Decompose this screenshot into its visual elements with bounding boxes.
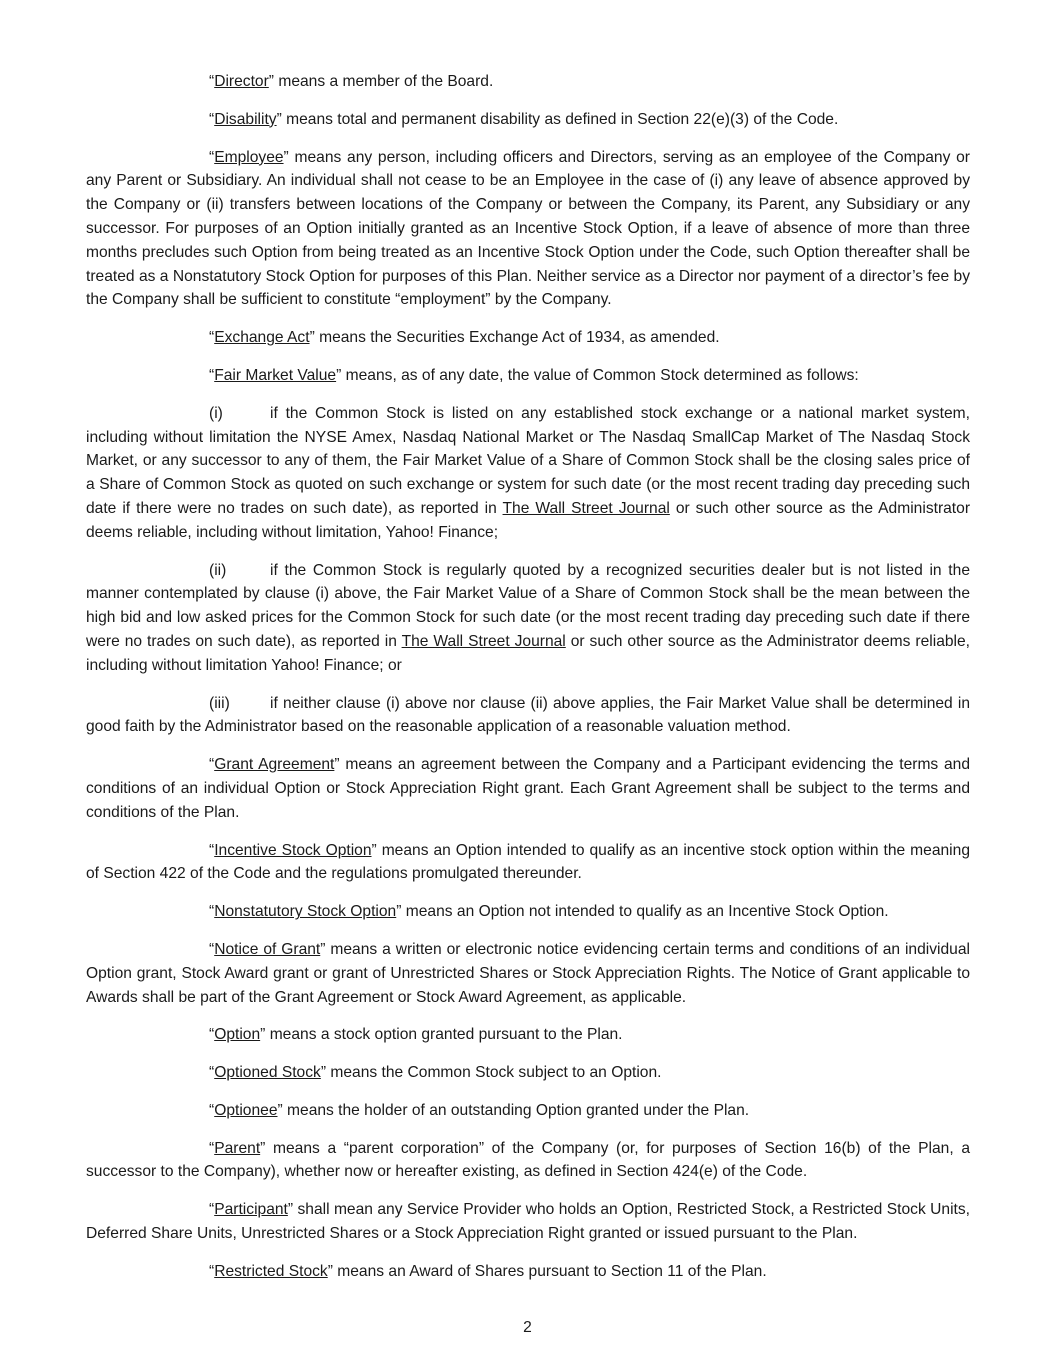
page-number: 2 xyxy=(523,1319,532,1336)
clause-number: (ii) xyxy=(209,561,227,579)
definition-restricted-stock: “Restricted Stock” means an Award of Shares pursuant to Section 11 of the Plan. xyxy=(209,1262,767,1280)
definition-nonstatutory-stock-option: “Nonstatutory Stock Option” means an Option not intended to qualify as an Incentive Stock Option. xyxy=(209,903,889,921)
clause-number: (i) xyxy=(209,404,223,422)
defined-term: Incentive Stock Option xyxy=(214,841,372,859)
definition-parent: “Parent” means a “parent corporation” of the Company (or, for purposes of Section 16(b) of the Plan, a successor to the Company), whether now or hereafter existing, as defined in Section 424(e) of the Code. xyxy=(86,1139,970,1181)
defined-term: Optionee xyxy=(214,1101,278,1119)
defined-term: Parent xyxy=(214,1139,261,1157)
definition-participant: “Participant” shall mean any Service Provider who holds an Option, Restricted Stock, a Restricted Stock Units, Deferred Share Units, Unrestricted Shares or a Stock Appreciation Right granted or issued pursuant to the Plan. xyxy=(86,1201,970,1243)
defined-term: Fair Market Value xyxy=(214,366,337,384)
defined-term: Nonstatutory Stock Option xyxy=(214,903,397,921)
defined-term: Restricted Stock xyxy=(214,1262,328,1280)
definition-grant-agreement: “Grant Agreement” means an agreement between the Company and a Participant evidencing the terms and conditions of an individual Option or Stock Appreciation Right grant. Each Grant Agreement shall be subject to the terms and conditions of the Plan. xyxy=(86,756,970,821)
defined-term: Grant Agreement xyxy=(214,756,335,774)
defined-term: Employee xyxy=(214,148,284,166)
definition-disability: “Disability” means total and permanent disability as defined in Section 22(e)(3) of the Code. xyxy=(209,110,839,128)
fmv-clause-iii: (iii) if neither clause (i) above nor clause (ii) above applies, the Fair Market Value shall be determined in good faith by the Administrator based on the reasonable application of a reasonable valuation method. xyxy=(86,692,970,740)
definition-exchange-act: “Exchange Act” means the Securities Exchange Act of 1934, as amended. xyxy=(209,329,720,347)
definition-employee: “Employee” means any person, including officers and Directors, serving as an employee of the Company or any Parent or Subsidiary. An individual shall not cease to be an Employee in the case of (i) any leave of absence approved by the Company or (ii) transfers between locations of the Company or between the Company, its Parent, any Subsidiary or any successor. For purposes of an Option initially granted as an Incentive Stock Option, if a leave of absence of more than three months precludes such Option from being treated as an Incentive Stock Option under the Code, such Option thereafter shall be treated as a Nonstatutory Stock Option for purposes of this Plan. Neither service as a Director nor payment of a director’s fee by the Company shall be sufficient to constitute “employment” by the Company. xyxy=(86,148,970,309)
defined-term: Notice of Grant xyxy=(214,940,321,958)
defined-term: Exchange Act xyxy=(214,329,310,347)
defined-term: Optioned Stock xyxy=(214,1064,321,1082)
fmv-clause-ii: (ii) if the Common Stock is regularly quoted by a recognized securities dealer but is not listed in the manner contemplated by clause (i) above, the Fair Market Value of a Share of Common Stock shall be the mean between the high bid and low asked prices for the Common Stock for such date (or the most recent trading day preceding such date if there were no trades on such date), as reported in The Wall Street Journal or such other source as the Administrator deems reliable, including without limitation Yahoo! Finance; or xyxy=(86,559,970,678)
definition-fair-market-value: “Fair Market Value” means, as of any date, the value of Common Stock determined as follows: xyxy=(209,366,859,384)
defined-term: Disability xyxy=(214,110,277,128)
definition-director: “Director” means a member of the Board. xyxy=(209,73,494,90)
defined-term: Participant xyxy=(214,1201,288,1219)
document-page xyxy=(86,70,970,1298)
clause-number: (iii) xyxy=(209,694,230,712)
definition-optioned-stock: “Optioned Stock” means the Common Stock subject to an Option. xyxy=(209,1064,662,1082)
definition-incentive-stock-option: “Incentive Stock Option” means an Option intended to qualify as an incentive stock option within the meaning of Section 422 of the Code and the regulations promulgated thereunder. xyxy=(86,841,970,883)
publication-reference: The Wall Street Journal xyxy=(502,499,670,517)
defined-term: Director xyxy=(214,73,269,90)
definition-notice-of-grant: “Notice of Grant” means a written or electronic notice evidencing certain terms and conditions of an individual Option grant, Stock Award grant or grant of Unrestricted Shares or Stock Appreciation Rights. The Notice of Grant applicable to Awards shall be part of the Grant Agreement or Stock Award Agreement, as applicable. xyxy=(86,940,970,1006)
defined-term: Option xyxy=(214,1026,261,1044)
publication-reference: The Wall Street Journal xyxy=(401,632,566,650)
definition-option: “Option” means a stock option granted pursuant to the Plan. xyxy=(209,1026,623,1044)
fmv-clause-i: (i) if the Common Stock is listed on any established stock exchange or a national market system, including without limitation the NYSE Amex, Nasdaq National Market or The Nasdaq SmallCap Market of The Nasdaq Stock Market, or any successor to any of them, the Fair Market Value of a Share of Common Stock shall be the closing sales price of a Share of Common Stock as quoted on such exchange or system for such date (or the most recent trading day preceding such date if there were no trades on such date), as reported in The Wall Street Journal or such other source as the Administrator deems reliable, including without limitation, Yahoo! Finance; xyxy=(86,402,970,545)
definition-optionee: “Optionee” means the holder of an outstanding Option granted under the Plan. xyxy=(209,1101,750,1119)
